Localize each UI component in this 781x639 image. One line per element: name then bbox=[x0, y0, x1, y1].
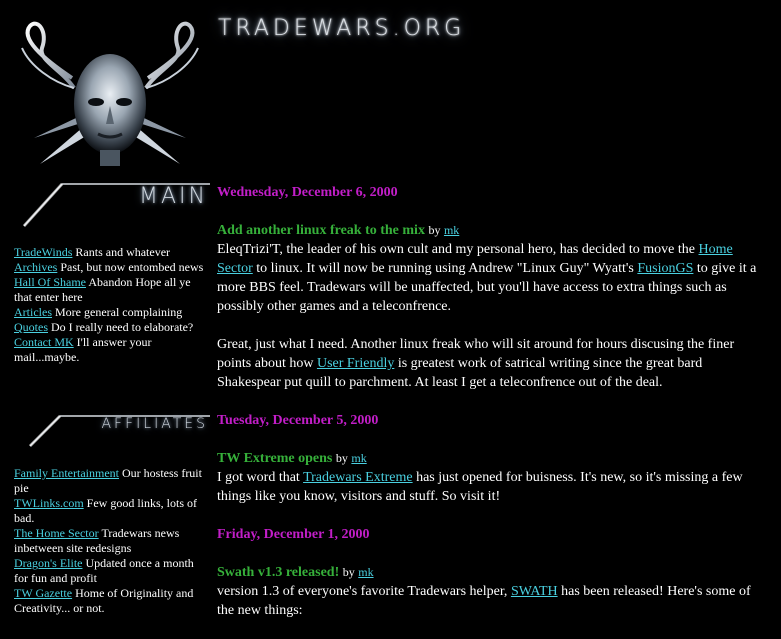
sidebar-item-desc: More general complaining bbox=[55, 305, 183, 319]
post-text: I got word that bbox=[217, 470, 304, 485]
sidebar-link[interactable]: Hall Of Shame bbox=[14, 275, 86, 289]
affiliate-desc: Updated once a month for fun and profit bbox=[14, 556, 194, 585]
swath-link[interactable]: SWATH bbox=[510, 584, 558, 599]
post-text: has been released! Here's some of the new things: bbox=[217, 584, 751, 618]
chrome-face-logo[interactable] bbox=[12, 18, 208, 170]
affiliate-item bbox=[14, 496, 210, 526]
sidebar-item-desc: Past, but now entombed news bbox=[60, 260, 204, 274]
post-date: Tuesday, December 5, 2000 bbox=[217, 413, 379, 428]
affiliate-link[interactable]: TW Gazette bbox=[14, 586, 73, 600]
post-byline: by bbox=[428, 223, 441, 237]
post-headline bbox=[217, 221, 769, 240]
post-text: is greatest work of satrical writing since the great bard Shakespear put quill to parchment. At least I get a teleconfrence out of the deal. bbox=[217, 356, 703, 390]
sidebar-item-archives bbox=[14, 260, 210, 275]
affiliate-desc: Home of Originality and Creativity... or not. bbox=[14, 586, 194, 615]
news-column bbox=[217, 183, 769, 639]
main-nav-list bbox=[14, 245, 210, 365]
post-byline: by bbox=[335, 451, 348, 465]
sidebar-item-quotes bbox=[14, 320, 210, 335]
affiliate-link[interactable]: The Home Sector bbox=[14, 526, 99, 540]
post-text: to give it a more BBS feel. Tradewars will be unaffected, but you'll have access to extra things such as possibly other games and a teleconfrence. bbox=[217, 261, 757, 314]
sidebar-item-desc: Rants and whatever bbox=[75, 245, 171, 259]
affiliate-desc: Tradewars news inbetween site redesigns bbox=[14, 526, 180, 555]
author-link[interactable]: mk bbox=[351, 451, 367, 465]
post-text: has just opened for buisness. It's new, so it's missing a few things like you know, visitors and stuff. So visit it! bbox=[217, 470, 743, 504]
affiliates-section-header bbox=[10, 410, 210, 460]
author-link[interactable]: mk bbox=[358, 565, 374, 579]
tradewars-extreme-link[interactable]: Tradewars Extreme bbox=[303, 470, 413, 485]
sidebar-item-tradewinds bbox=[14, 245, 210, 260]
sidebar-item-hall-of-shame bbox=[14, 275, 210, 305]
post-body bbox=[217, 335, 769, 392]
affiliate-desc: Our hostess fruit pie bbox=[14, 466, 202, 495]
sidebar-link[interactable]: Articles bbox=[14, 305, 52, 319]
affiliate-item bbox=[14, 466, 210, 496]
post-text: EleqTrizi'T, the leader of his own cult and my personal hero, has decided to move the bbox=[217, 242, 699, 257]
affiliates-list bbox=[14, 466, 210, 616]
post-title: Add another linux freak to the mix bbox=[217, 223, 425, 238]
post-title: Swath v1.3 released! bbox=[217, 565, 340, 580]
affiliate-link[interactable]: Dragon's Elite bbox=[14, 556, 83, 570]
affiliates-header-label: AFFILIATES bbox=[101, 416, 208, 432]
sidebar-item-desc: Do I really need to elaborate? bbox=[51, 320, 194, 334]
sidebar-item-desc: Abandon Hope all ye that enter here bbox=[14, 275, 191, 304]
home-sector-link[interactable]: Home Sector bbox=[217, 242, 733, 276]
sidebar-link[interactable]: Contact MK bbox=[14, 335, 74, 349]
sidebar-link[interactable]: Quotes bbox=[14, 320, 48, 334]
post-text: version 1.3 of everyone's favorite Tradewars helper, bbox=[217, 584, 511, 599]
post-body bbox=[217, 240, 769, 316]
affiliate-item bbox=[14, 526, 210, 556]
post-title: TW Extreme opens bbox=[217, 451, 333, 466]
affiliate-item bbox=[14, 586, 210, 616]
author-link[interactable]: mk bbox=[443, 223, 460, 237]
sidebar-item-articles bbox=[14, 305, 210, 320]
post-byline: by bbox=[342, 565, 355, 579]
affiliate-link[interactable]: Family Entertainment bbox=[14, 466, 119, 480]
affiliate-link[interactable]: TWLinks.com bbox=[14, 496, 84, 510]
post-text: Great, just what I need. Another linux freak who will sit around for hours discusing the finer points about how bbox=[217, 337, 735, 371]
site-title: TRADEWARS.ORG bbox=[218, 16, 466, 41]
post-text: to linux. It will now be running using Andrew "Linux Guy" Wyatt's bbox=[252, 261, 638, 276]
sidebar-item-contact bbox=[14, 335, 210, 365]
main-section-header bbox=[10, 180, 210, 230]
sidebar-link[interactable]: TradeWinds bbox=[14, 245, 73, 259]
affiliate-item bbox=[14, 556, 210, 586]
sidebar-link[interactable]: Archives bbox=[14, 260, 58, 274]
fusiongs-link[interactable]: FusionGS bbox=[637, 261, 694, 276]
post-date: Friday, December 1, 2000 bbox=[217, 527, 370, 542]
post-headline bbox=[217, 563, 769, 582]
main-header-label: MAIN bbox=[139, 184, 208, 209]
post-headline bbox=[217, 449, 769, 468]
post-body bbox=[217, 582, 769, 620]
post-body bbox=[217, 468, 769, 506]
user-friendly-link[interactable]: User Friendly bbox=[316, 356, 395, 371]
post-date: Wednesday, December 6, 2000 bbox=[217, 185, 398, 200]
sidebar-item-desc: I'll answer your mail...maybe. bbox=[14, 335, 152, 364]
affiliate-desc: Few good links, lots of bad. bbox=[14, 496, 197, 525]
